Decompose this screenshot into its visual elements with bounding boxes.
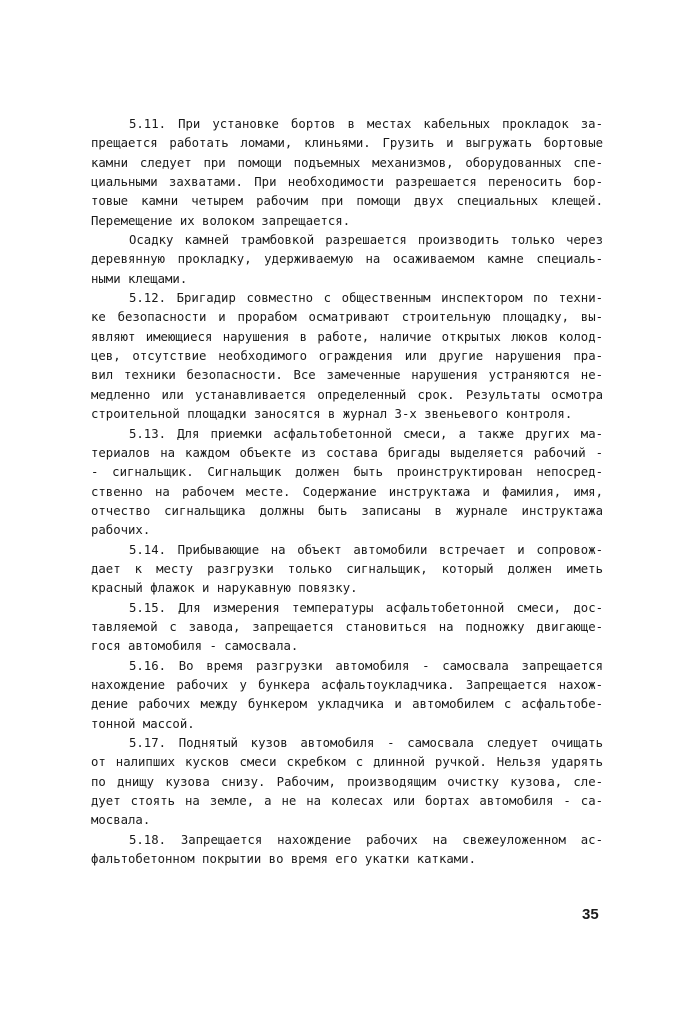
text-line: цев, отсутствие необходимого ограждения или другие нарушения пра-	[91, 349, 603, 364]
text-line: мосвала.	[91, 813, 151, 828]
text-line: дует стоять на земле, а не на колесах или бортах автомобиля - са-	[91, 794, 603, 809]
paragraph-p-5-16	[91, 657, 603, 734]
text-line: фальтобетонном покрытии во время его укатки катками.	[91, 852, 476, 867]
text-line: дение рабочих между бункером укладчика и автомобилем с асфальтобе-	[91, 697, 603, 712]
text-line: тонной массой.	[91, 716, 195, 731]
paragraph-p-5-14	[91, 541, 603, 599]
text-line: 5.17. Поднятый кузов автомобиля - самосвала следует очищать	[129, 736, 603, 750]
text-line: товые камни четырем рабочим при помощи двух специальных клещей.	[91, 194, 603, 209]
paragraph-p-5-12	[91, 289, 603, 424]
text-line: являют имеющиеся нарушения в работе, наличие открытых люков колод-	[91, 329, 603, 344]
paragraph-p-5-13	[91, 425, 603, 541]
text-line: от налипших кусков смеси скребком с длинной ручкой. Нельзя ударять	[91, 755, 603, 770]
text-line: гося автомобиля - самосвала.	[91, 639, 299, 654]
text-line: 5.14. Прибывающие на объект автомобили встречает и сопровож-	[129, 542, 603, 557]
text-line: медленно или устанавливается определенный срок. Результаты осмотра	[91, 387, 603, 402]
text-line: Осадку камней трамбовкой разрешается производить только через	[129, 233, 603, 248]
text-line: 5.18. Запрещается нахождение рабочих на свежеуложенном ас-	[129, 832, 603, 847]
page-number: 35	[582, 906, 599, 923]
text-line: ными клещами.	[91, 271, 188, 286]
text-line: строительной площадки заносятся в журнал 3-х звеньевого контроля.	[91, 407, 573, 422]
text-line: дает к месту разгрузки только сигнальщик, который должен иметь	[91, 561, 603, 576]
text-line: ственно на рабочем месте. Содержание инструктажа и фамилия, имя,	[91, 484, 603, 499]
text-line: 5.13. Для приемки асфальтобетонной смеси, а также других ма-	[129, 426, 603, 441]
text-line: деревянную прокладку, удерживаемую на осаживаемом камне специаль-	[91, 252, 603, 267]
text-line: по днищу кузова снизу. Рабочим, производящим очистку кузова, сле-	[91, 774, 603, 789]
text-line: ке безопасности и прорабом осматривают строительную площадку, вы-	[91, 310, 603, 325]
text-line: нахождение рабочих у бункера асфальтоукладчика. Запрещается нахож-	[91, 677, 603, 692]
text-line: 5.16. Во время разгрузки автомобиля - самосвала запрещается	[129, 658, 603, 673]
text-line: 5.15. Для измерения температуры асфальтобетонной смеси, дос-	[129, 600, 603, 615]
text-line: 5.12. Бригадир совместно с общественным инспектором по техни-	[129, 291, 603, 306]
text-line: териалов на каждом объекте из состава бригады выделяется рабочий -	[91, 445, 603, 460]
text-line: камни следует при помощи подъемных механизмов, оборудованных спе-	[91, 155, 603, 170]
text-line: циальными захватами. При необходимости разрешается переносить бор-	[91, 175, 603, 190]
paragraph-p-5-15	[91, 599, 603, 657]
text-line: красный флажок и нарукавную повязку.	[91, 581, 358, 596]
text-line: вил техники безопасности. Все замеченные нарушения устраняются не-	[91, 368, 603, 383]
body-text	[91, 115, 603, 869]
paragraph-p-osadka	[91, 231, 603, 289]
text-line: рабочих.	[91, 523, 151, 538]
paragraph-p-5-17	[91, 734, 603, 831]
text-line: прещается работать ломами, клиньями. Грузить и выгружать бортовые	[91, 136, 603, 151]
text-line: отчество сигнальщика должны быть записаны в журнале инструктажа	[91, 503, 603, 518]
paragraph-p-5-11	[91, 115, 603, 231]
text-line: - сигнальщик. Сигнальщик должен быть проинструктирован непосред-	[91, 465, 603, 480]
text-line: 5.11. При установке бортов в местах кабельных прокладок за-	[129, 117, 603, 131]
paragraph-p-5-18	[91, 831, 603, 870]
text-line: тавляемой с завода, запрещается становиться на подножку двигающе-	[91, 619, 603, 634]
text-line: Перемещение их волоком запрещается.	[91, 213, 351, 228]
